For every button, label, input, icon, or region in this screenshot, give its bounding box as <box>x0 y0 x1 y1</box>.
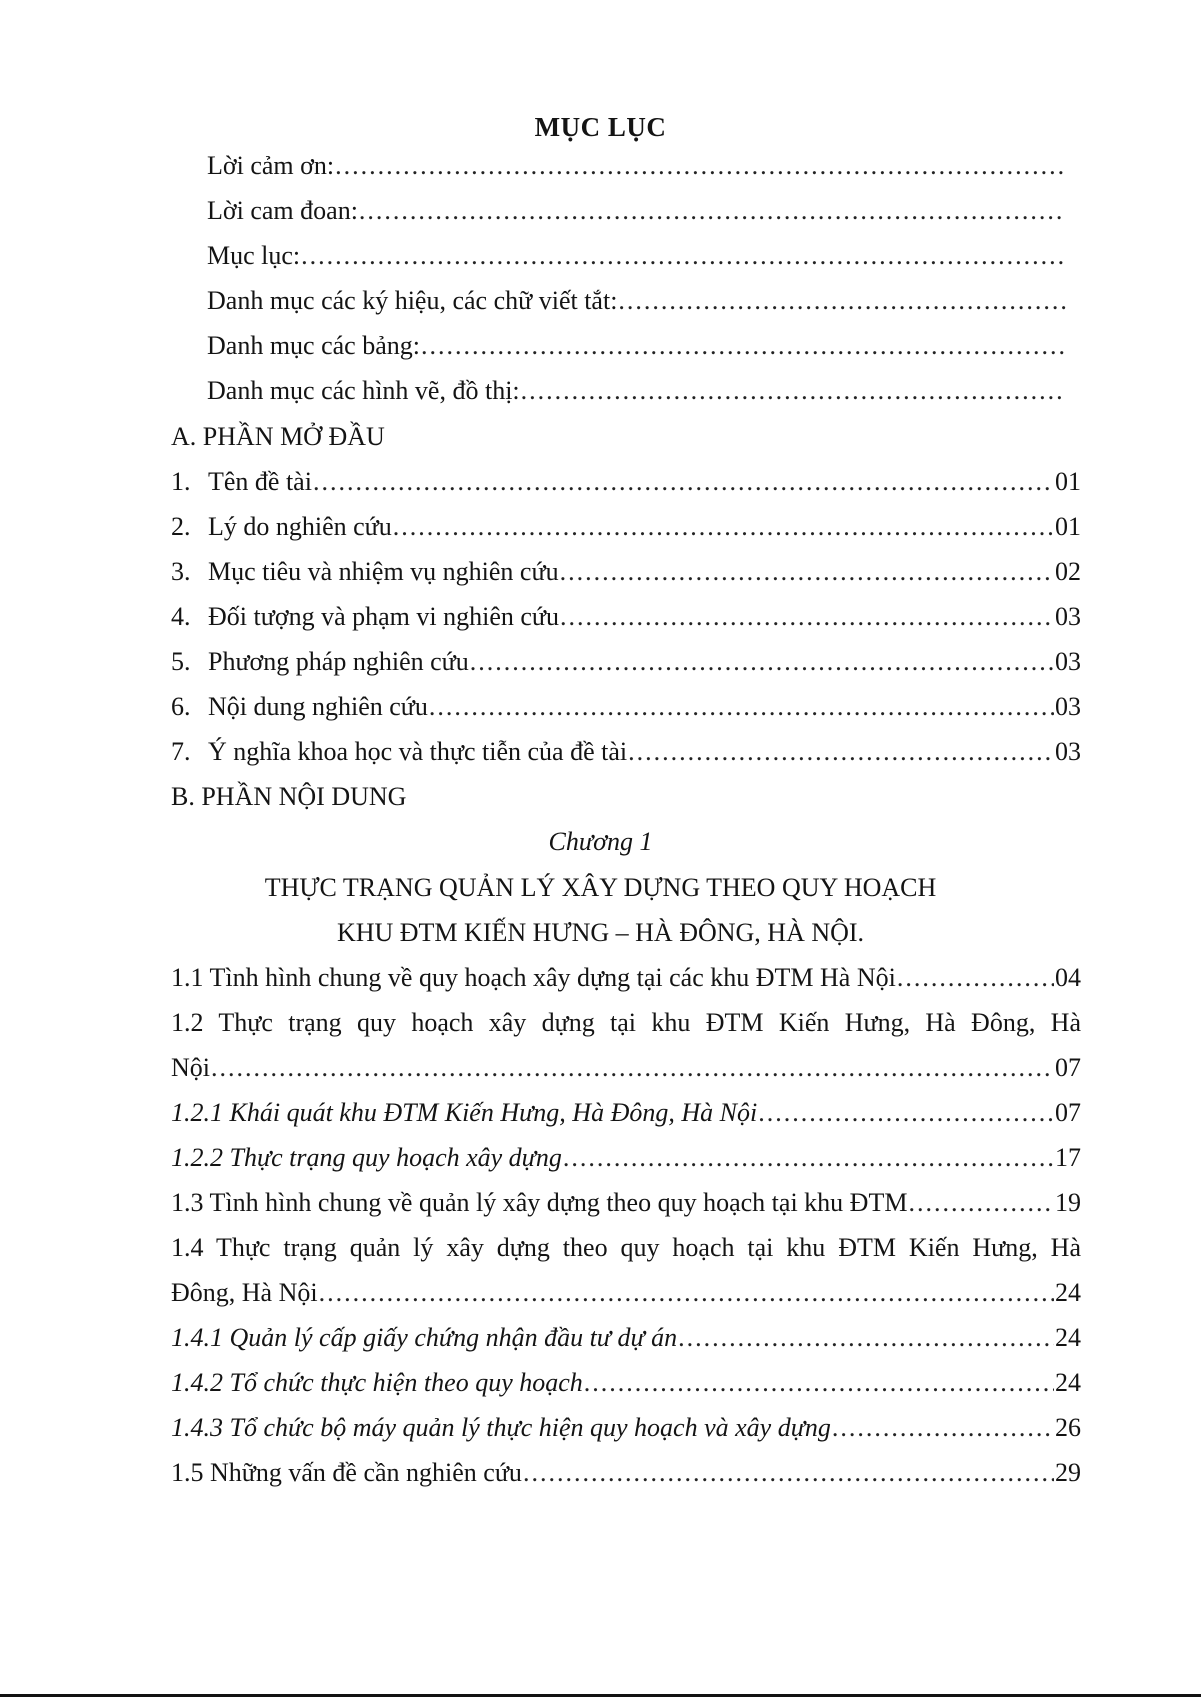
toc-entry-1-4 <box>171 1277 1081 1309</box>
entry-page: 24 <box>1055 1368 1081 1397</box>
entry-label: Danh mục các bảng: <box>207 331 420 360</box>
entry-page: 03 <box>1055 737 1081 766</box>
entry-page: 26 <box>1055 1413 1081 1442</box>
entry-label: Lý do nghiên cứu <box>208 512 392 541</box>
entry-label: Nội dung nghiên cứu <box>208 692 428 721</box>
entry-label: Đông, Hà Nội <box>171 1278 318 1307</box>
part-a-heading: A. PHẦN MỞ ĐẦU <box>171 422 385 451</box>
entry-number: 2. <box>171 512 191 541</box>
leader-dots <box>628 736 1054 768</box>
leader-dots <box>470 646 1054 678</box>
leader-dots <box>429 691 1054 723</box>
entry-number: 7. <box>171 737 191 766</box>
toc-entry-1-2-line1: 1.2 Thực trạng quy hoạch xây dựng tại khu ĐTM Kiến Hưng, Hà Đông, Hà <box>171 1008 1081 1037</box>
toc-entry-1-4-1 <box>171 1322 1081 1354</box>
part-b-heading: B. PHẦN NỘI DUNG <box>171 782 407 811</box>
entry-page: 07 <box>1055 1053 1081 1082</box>
entry-label: Lời cảm ơn: <box>207 151 335 180</box>
leader-dots <box>359 195 1066 227</box>
toc-entry-ky-hieu <box>207 285 1067 317</box>
entry-label: Mục tiêu và nhiệm vụ nghiên cứu <box>208 557 559 586</box>
entry-page: 24 <box>1055 1323 1081 1352</box>
entry-label: Phương pháp nghiên cứu <box>208 647 469 676</box>
entry-page: 24 <box>1055 1278 1081 1307</box>
page-bottom-edge <box>0 1694 1201 1697</box>
entry-page: 29 <box>1055 1458 1081 1487</box>
leader-dots <box>313 466 1054 498</box>
entry-page: 03 <box>1055 692 1081 721</box>
toc-entry-4 <box>171 601 1081 633</box>
toc-entry-1 <box>171 466 1081 498</box>
toc-entry-1-4-2 <box>171 1367 1081 1399</box>
entry-label: Lời cam đoan: <box>207 196 358 225</box>
entry-label: Ý nghĩa khoa học và thực tiễn của đề tài <box>208 737 628 766</box>
toc-entry-3 <box>171 556 1081 588</box>
entry-page: 01 <box>1055 467 1081 496</box>
toc-entry-2 <box>171 511 1081 543</box>
leader-dots <box>678 1322 1054 1354</box>
leader-dots <box>335 150 1066 182</box>
entry-label: Danh mục các hình vẽ, đồ thị: <box>207 376 520 405</box>
entry-page: 02 <box>1055 557 1081 586</box>
entry-label: Danh mục các ký hiệu, các chữ viết tắt: <box>207 286 618 315</box>
entry-label: Nội <box>171 1053 210 1082</box>
leader-dots <box>421 330 1066 362</box>
leader-dots <box>560 556 1054 588</box>
entry-label: 1.5 Những vấn đề cần nghiên cứu <box>171 1458 522 1487</box>
entry-label: 1.4.2 Tổ chức thực hiện theo quy hoạch <box>171 1368 583 1397</box>
toc-entry-1-2 <box>171 1052 1081 1084</box>
entry-number: 5. <box>171 647 191 676</box>
leader-dots <box>832 1412 1054 1444</box>
chapter-title-line1: THỰC TRẠNG QUẢN LÝ XÂY DỰNG THEO QUY HOẠCH <box>264 873 937 902</box>
leader-dots <box>758 1097 1054 1129</box>
toc-title: MỤC LỤC <box>534 112 667 142</box>
toc-entry-muc-luc <box>207 240 1067 272</box>
leader-dots <box>908 1187 1054 1219</box>
entry-label: 1.2.1 Khái quát khu ĐTM Kiến Hưng, Hà Đông, Hà Nội <box>171 1098 758 1127</box>
toc-entry-1-4-3 <box>171 1412 1081 1444</box>
leader-dots <box>521 375 1066 407</box>
leader-dots <box>618 285 1066 317</box>
entry-label: 1.2.2 Thực trạng quy hoạch xây dựng <box>171 1143 562 1172</box>
toc-entry-danh-muc-bang <box>207 330 1067 362</box>
leader-dots <box>319 1277 1054 1309</box>
leader-dots <box>393 511 1054 543</box>
toc-entry-1-4-line1: 1.4 Thực trạng quản lý xây dựng theo quy hoạch tại khu ĐTM Kiến Hưng, Hà <box>171 1233 1081 1262</box>
leader-dots <box>523 1457 1054 1489</box>
toc-entry-1-5 <box>171 1457 1081 1489</box>
toc-entry-danh-muc-hinh <box>207 375 1067 407</box>
entry-number: 4. <box>171 602 191 631</box>
chapter-label: Chương 1 <box>548 827 653 856</box>
toc-entry-loi-cam-doan <box>207 195 1067 227</box>
entry-label: 1.4.3 Tổ chức bộ máy quản lý thực hiện quy hoạch và xây dựng <box>171 1413 831 1442</box>
toc-entry-1-2-1 <box>171 1097 1081 1129</box>
leader-dots <box>211 1052 1054 1084</box>
entry-page: 03 <box>1055 647 1081 676</box>
entry-label: Đối tượng và phạm vi nghiên cứu <box>208 602 559 631</box>
leader-dots <box>563 1142 1054 1174</box>
toc-entry-1-1 <box>171 962 1081 994</box>
entry-page: 01 <box>1055 512 1081 541</box>
entry-page: 04 <box>1055 963 1081 992</box>
entry-number: 1. <box>171 467 191 496</box>
toc-entry-loi-cam-on <box>207 150 1067 182</box>
entry-label: Mục lục: <box>207 241 301 270</box>
leader-dots <box>897 962 1054 994</box>
toc-entry-1-2-2 <box>171 1142 1081 1174</box>
entry-label: 1.1 Tình hình chung về quy hoạch xây dựng tại các khu ĐTM Hà Nội <box>171 963 896 992</box>
entry-label: 1.3 Tình hình chung về quản lý xây dựng theo quy hoạch tại khu ĐTM <box>171 1188 908 1217</box>
toc-entry-6 <box>171 691 1081 723</box>
entry-number: 3. <box>171 557 191 586</box>
toc-entry-5 <box>171 646 1081 678</box>
entry-page: 07 <box>1055 1098 1081 1127</box>
leader-dots <box>560 601 1054 633</box>
chapter-title-line2: KHU ĐTM KIẾN HƯNG – HÀ ĐÔNG, HÀ NỘI. <box>336 918 865 947</box>
entry-page: 17 <box>1055 1143 1081 1172</box>
entry-label: 1.4.1 Quản lý cấp giấy chứng nhận đầu tư dự án <box>171 1323 678 1352</box>
leader-dots <box>584 1367 1054 1399</box>
entry-label: Tên đề tài <box>208 467 312 496</box>
entry-number: 6. <box>171 692 191 721</box>
leader-dots <box>301 240 1066 272</box>
toc-entry-1-3 <box>171 1187 1081 1219</box>
entry-page: 19 <box>1055 1188 1081 1217</box>
toc-entry-7 <box>171 736 1081 768</box>
entry-page: 03 <box>1055 602 1081 631</box>
